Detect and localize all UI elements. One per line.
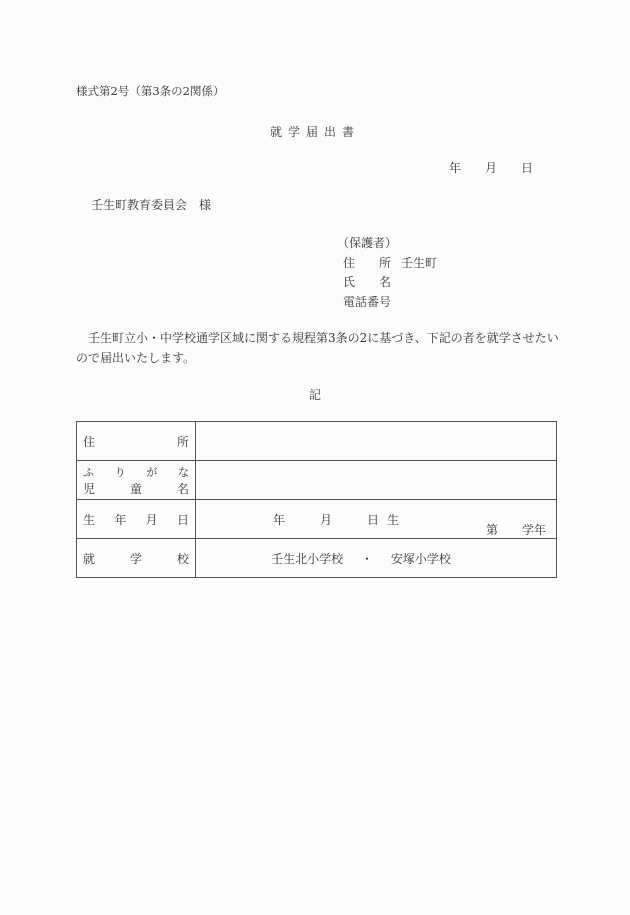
label-char: な bbox=[177, 465, 189, 479]
dob-year-label: 年 bbox=[273, 513, 286, 527]
label-char: 生 bbox=[83, 512, 96, 527]
addressee-name: 壬生町教育委員会 bbox=[91, 198, 188, 212]
school-label-cell bbox=[77, 539, 196, 578]
label-char: 名 bbox=[176, 481, 189, 496]
dob-born-label: 生 bbox=[387, 513, 400, 527]
guardian-phone-row bbox=[337, 293, 437, 313]
guardian-block bbox=[337, 234, 437, 312]
document-title: 就学届出書 bbox=[269, 125, 360, 139]
birthdate-line bbox=[273, 511, 399, 528]
label-char: 就 bbox=[83, 551, 96, 566]
label-char: り bbox=[114, 465, 126, 479]
address-label bbox=[83, 433, 189, 450]
school-option-yasuzuka[interactable]: 安塚小学校 bbox=[390, 551, 451, 566]
date-day-label: 日 bbox=[521, 161, 534, 175]
grade-line bbox=[486, 521, 546, 538]
label-char: ふ bbox=[83, 465, 94, 479]
addressee-honorific: 様 bbox=[199, 198, 212, 212]
guardian-address-label bbox=[343, 254, 391, 274]
label-char: 月 bbox=[145, 512, 158, 527]
guardian-address-row bbox=[337, 254, 437, 274]
guardian-name-row bbox=[337, 273, 437, 293]
school-separator: ・ bbox=[360, 551, 373, 566]
school-option-mibu-kita[interactable]: 壬生北小学校 bbox=[271, 551, 344, 566]
label-char: 校 bbox=[176, 551, 189, 566]
guardian-name-label bbox=[343, 273, 391, 293]
label-char: 学 bbox=[129, 551, 142, 566]
address-value-cell[interactable] bbox=[196, 422, 557, 461]
label-char: 住 bbox=[83, 434, 96, 449]
table-row-address bbox=[77, 422, 557, 461]
guardian-address-label-char: 所 bbox=[378, 255, 391, 270]
guardian-name-label-char: 名 bbox=[378, 275, 391, 289]
label-char: 日 bbox=[176, 512, 189, 527]
school-options bbox=[196, 550, 556, 567]
table-row-child-name bbox=[77, 461, 557, 500]
label-char: が bbox=[146, 465, 158, 479]
guardian-name-label-char: 氏 bbox=[343, 275, 356, 289]
dob-month-label: 月 bbox=[320, 513, 333, 527]
enrollment-table bbox=[76, 421, 557, 578]
table-row-birthdate bbox=[77, 500, 557, 539]
label-char: 児 bbox=[83, 481, 96, 496]
date-month-label: 月 bbox=[485, 161, 498, 175]
birthdate-label-cell bbox=[77, 500, 196, 539]
address-label-cell bbox=[77, 422, 196, 461]
grade-prefix: 第 bbox=[486, 523, 499, 537]
label-char: 所 bbox=[176, 434, 189, 449]
guardian-phone-label: 電話番号 bbox=[343, 294, 392, 309]
school-label bbox=[83, 550, 189, 567]
grade-suffix: 学年 bbox=[522, 523, 547, 537]
form-number: 様式第2号（第3条の2関係） bbox=[76, 84, 225, 98]
body-text: 壬生町立小・中学校通学区域に関する規程第3条の2に基づき、下記の者を就学させたいので届出いたします。 bbox=[76, 331, 559, 365]
child-name-value-cell[interactable] bbox=[196, 461, 557, 500]
label-char: 童 bbox=[129, 481, 142, 496]
birthdate-label bbox=[83, 511, 189, 528]
child-name-label bbox=[83, 480, 189, 497]
guardian-address-value[interactable]: 壬生町 bbox=[401, 255, 438, 270]
birthdate-value-cell[interactable] bbox=[196, 500, 557, 539]
school-value-cell bbox=[196, 539, 557, 578]
ki-heading: 記 bbox=[308, 388, 321, 402]
date-line bbox=[449, 159, 533, 176]
table-row-school bbox=[77, 539, 557, 578]
child-name-label-cell bbox=[77, 461, 196, 500]
dob-day-label: 日 bbox=[367, 513, 380, 527]
birthdate-fields bbox=[196, 500, 556, 538]
furigana-label bbox=[83, 464, 189, 480]
addressee bbox=[91, 196, 211, 213]
label-char: 年 bbox=[114, 512, 127, 527]
date-year-label: 年 bbox=[449, 161, 462, 175]
guardian-heading: （保護者） bbox=[337, 236, 398, 250]
guardian-address-label-char: 住 bbox=[343, 255, 356, 270]
